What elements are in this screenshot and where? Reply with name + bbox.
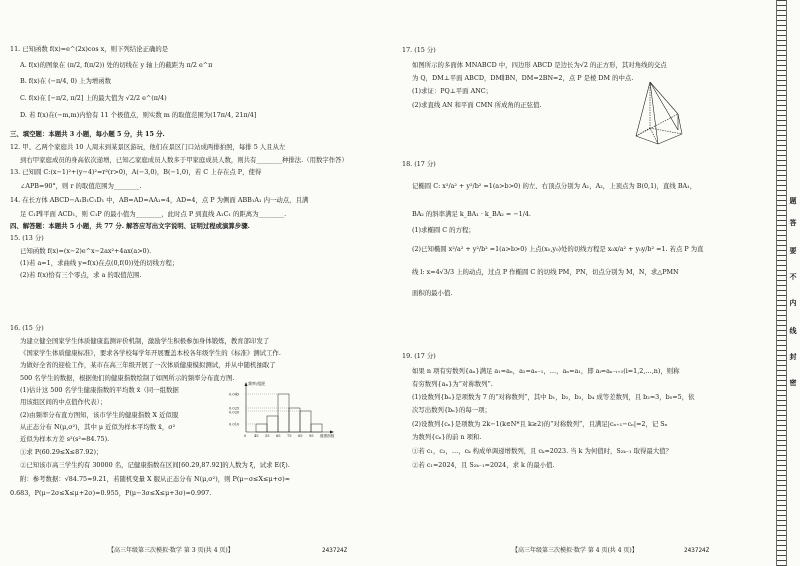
histogram-ytick: 0.020 (229, 410, 240, 415)
text-line: 15. (13 分) (10, 234, 44, 242)
histogram-ylabel: 频率/组距 (248, 381, 266, 386)
right-page (392, 0, 800, 566)
text-line: 12. 甲、乙两个家庭共 10 人周末到某景区游玩，他们在景区门口站成两排拍照，每排 5 人且从左 (10, 143, 286, 151)
histogram-ytick: 0.010 (229, 422, 240, 427)
text-line: 16. (15 分) (10, 324, 44, 332)
histogram-xtick: 45 (254, 434, 259, 438)
histogram-bar (256, 424, 267, 432)
text-line: (1)估计这 500 名学生健康指数的平均数 x̄（同一组数据 (20, 386, 179, 394)
text-line: 用该组区间的中点值作代表）； (20, 398, 107, 406)
binding-strip (752, 0, 800, 566)
histogram-bar (289, 408, 300, 432)
binding-strip-char: 不 (789, 273, 797, 281)
text-line: 如果 n 项有穷数列{aₙ}满足 a₁=aₙ，a₂=aₙ₋₁，…，aₙ=a₁，即 aᵢ=aₙ₋ᵢ₊₁(i=1,2,…,n)，则称 (412, 367, 680, 375)
binding-strip-char: 线 (789, 327, 797, 335)
text-line: BA₂ 的斜率满足 k_BA₁ · k_BA₂ = −1/4. (412, 210, 531, 218)
histogram-bar (311, 424, 322, 432)
histogram-xtick: 95 (309, 434, 314, 438)
text-line: 记椭圆 C: x²/a² + y²/b² =1(a>b>0) 的左、右顶点分别为 A₁，A₂，上顶点为 B(0,1)，直线 BA₁， (412, 182, 697, 190)
binding-strip-char: 密 (789, 379, 797, 387)
text-line: 近似为样本方差 s²(s²=84.75). (20, 435, 110, 443)
text-line: 13. 已知圆 C:(x−1)²+(y−4)²=r²(r>0)，A(−3,0)，B(−1,0)，若 C 上存在点 P，使得 (10, 168, 262, 176)
text-line: C. f(x)在 [−π/2, π/2] 上的最大值为 √2/2 e^(π/4) (20, 94, 167, 102)
histogram-xtick: 85 (298, 434, 303, 438)
binding-strip-char: 内 (789, 299, 797, 307)
text-line: 500 名学生的数据，根据他们的健康指数绘制了如图所示的频率分布直方图. (20, 374, 235, 382)
text-line: 0.683，P(μ−2σ≤X≤μ+2σ)≈0.955，P(μ−3σ≤X≤μ+3σ)≈0.997. (10, 489, 212, 497)
text-line: 为做好全省的迎检工作，某市在高三年级开展了一次体质健康模拟测试，并从中随机抽取了 (20, 361, 276, 369)
text-line: 四、解答题：本题共 5 小题，共 77 分. 解答应写出文字说明、证明过程或演算步骤. (10, 222, 250, 230)
text-line: (1)求椭圆 C 的方程； (412, 226, 475, 234)
histogram-ytick: 0.025 (229, 406, 240, 411)
histogram-bar (267, 416, 278, 432)
histogram-xtick: 55 (265, 434, 270, 438)
text-line: 面积的最小值. (412, 289, 453, 297)
text-line: (2)设数列{cₙ}是项数为 2k−1(k∈N*且 k≥2)的“对称数列”，且满足|cₙ₊₁−cₙ|=2，记 Sₙ (412, 420, 668, 428)
histogram-xtick: 65 (276, 434, 281, 438)
binding-strip-pattern (776, 0, 787, 566)
text-line: 为建立健全国家学生体质健康监测评价机制，激励学生积极参加身体锻炼，教育部印发了 (20, 337, 270, 345)
histogram-bar (278, 394, 289, 432)
left-page-footer: 【高三年级第三次模拟·数学 第 3 页(共 4 页)】 (108, 547, 234, 554)
text-line: B. f(x)在 (−π/4, 0) 上为增函数 (20, 77, 112, 85)
histogram-bar (300, 411, 311, 432)
polyhedron-figure (628, 78, 690, 150)
histogram-xtick: 75 (287, 434, 292, 438)
text-line: 附：参考数据：√84.75≈9.21，若随机变量 X 服从正态分布 N(μ,σ²)，则 P(μ−σ≤X≤μ+σ)≈ (20, 475, 291, 483)
text-line: A. f(x)的图象在 (π/2, f(π/2)) 处的切线在 y 轴上的截距为 π/2 e^π (20, 61, 213, 69)
text-line: ∠APB=90°，则 r 的取值范围为________. (20, 182, 142, 190)
frequency-histogram (228, 380, 338, 440)
text-line: ①求 P(60.29≤X≤87.92)； (20, 448, 103, 456)
text-line: 线 l: x=4√3/3 上的动点，过点 P 作椭圆 C 的切线 PM，PN，切点分别为 M，N，求△PMN (412, 268, 679, 276)
text-line: (1)求证：PQ⊥平面 ANC； (412, 87, 493, 95)
text-line: 14. 在长方体 ABCD−A₁B₁C₁D₁ 中，AB=AD=AA₁=4，AD=4，点 P 为侧面 ABB₁A₁ 内一动点，且满 (10, 196, 309, 204)
text-line: (1)若 a=1，求曲线 y=f(x)在点(0,f(0))处的切线方程； (20, 259, 179, 267)
right-page-footer: 【高三年级第三次模拟·数学 第 4 页(共 4 页)】 (512, 547, 638, 554)
text-line: 19. (17 分) (402, 352, 436, 360)
text-line: ②已知该市高三学生约有 30000 名，记健康指数在区间[60.29,87.92]的人数为 ξ，试求 E(ξ). (20, 461, 290, 469)
text-line: 18. (17 分) (402, 160, 436, 168)
left-page (0, 0, 392, 566)
histogram-xlabel: 健康指数 (320, 434, 335, 438)
text-line: (2)已知椭圆 x²/a² + y²/b² =1(a>b>0) 上点(x₀,y₀)处的切线方程是 x₀x/a² + y₀y/b² =1. 若点 P 为直 (412, 245, 704, 253)
text-line: 有穷数列{aₙ}为“对称数列”. (412, 380, 493, 388)
text-line: 如图所示的多面体 MNABCD 中，四边形 ABCD 是边长为√2 的正方形，其对角线的交点 (412, 61, 667, 69)
text-line: 11. 已知函数 f(x)=e^(2x)cos x，则下列结论正确的是 (10, 45, 169, 53)
binding-strip-char: 题 (789, 197, 797, 205)
text-line: 到右甲家庭成员的身高依次递增，已知乙家庭成员人数多于甲家庭成员人数，则共有________种排法.（用数字作答） (20, 156, 348, 164)
text-line: 为数列{cₙ}的前 n 项和. (412, 433, 482, 441)
text-line: 17. (15 分) (402, 46, 436, 54)
text-line: 足 C₁P∥平面 ACD₁，则 C₁P 的最小值为________，此时点 P 到直线 A₁C₁ 的距离为________. (20, 210, 287, 218)
text-line: 《国家学生体质健康标准》，要求各学校每学年开展覆盖本校各年级学生的《标准》测试工作. (20, 349, 281, 357)
text-line: 次写出数列{bₙ}的每一项； (412, 406, 491, 414)
text-line: (2)由频率分布直方图知，该市学生的健康指数 X 近似服 (20, 411, 179, 419)
binding-strip-char: 要 (789, 247, 797, 255)
text-line: 三、填空题：本题共 3 小题，每小题 5 分，共 15 分. (10, 130, 165, 138)
text-line: ①若 c₁，c₂，…，cₖ 构成单调递增数列，且 cₖ=2023. 当 k 为何值时，S₂ₖ₋₁ 取得最大值？ (412, 447, 672, 455)
text-line: 从正态分布 N(μ,σ²)，其中 μ 近似为样本平均数 x̄，σ² (20, 423, 176, 431)
text-line: (2)求直线 AN 和平面 CMN 所成角的正弦值. (412, 101, 542, 109)
binding-strip-char: 答 (789, 219, 797, 227)
binding-strip-char: 封 (789, 353, 797, 361)
text-line: D. 若 f(x)在(−m,m)内恰有 11 个极值点，则实数 m 的取值范围为(17π/4, 21π/4] (20, 111, 257, 119)
text-line: ②若 c₁=2024，且 S₂ₖ₋₁=2024，求 k 的最小值. (412, 461, 555, 469)
text-line: 已知函数 f(x)=(x−2)e^x−2ax²+4ax(a>0). (20, 247, 152, 255)
right-page-code: 243724Z (684, 547, 710, 554)
text-line: (2)若 f(x)恰有三个零点，求 a 的取值范围. (20, 271, 142, 279)
text-line: (1)设数列{bₙ}是项数为 7 的“对称数列”，其中 b₁，b₂，b₃，b₄ 成等差数列，且 b₂=3，b₅=5，依 (412, 393, 695, 401)
histogram-xtick: 0 (244, 434, 247, 438)
left-page-code: 243724Z (322, 547, 348, 554)
histogram-ytick: 0.045 (229, 392, 240, 397)
text-line: 为 Q，DM⊥平面 ABCD，DM∥BN，DM=2BN=2，点 P 是棱 DM 的中点. (412, 74, 634, 82)
